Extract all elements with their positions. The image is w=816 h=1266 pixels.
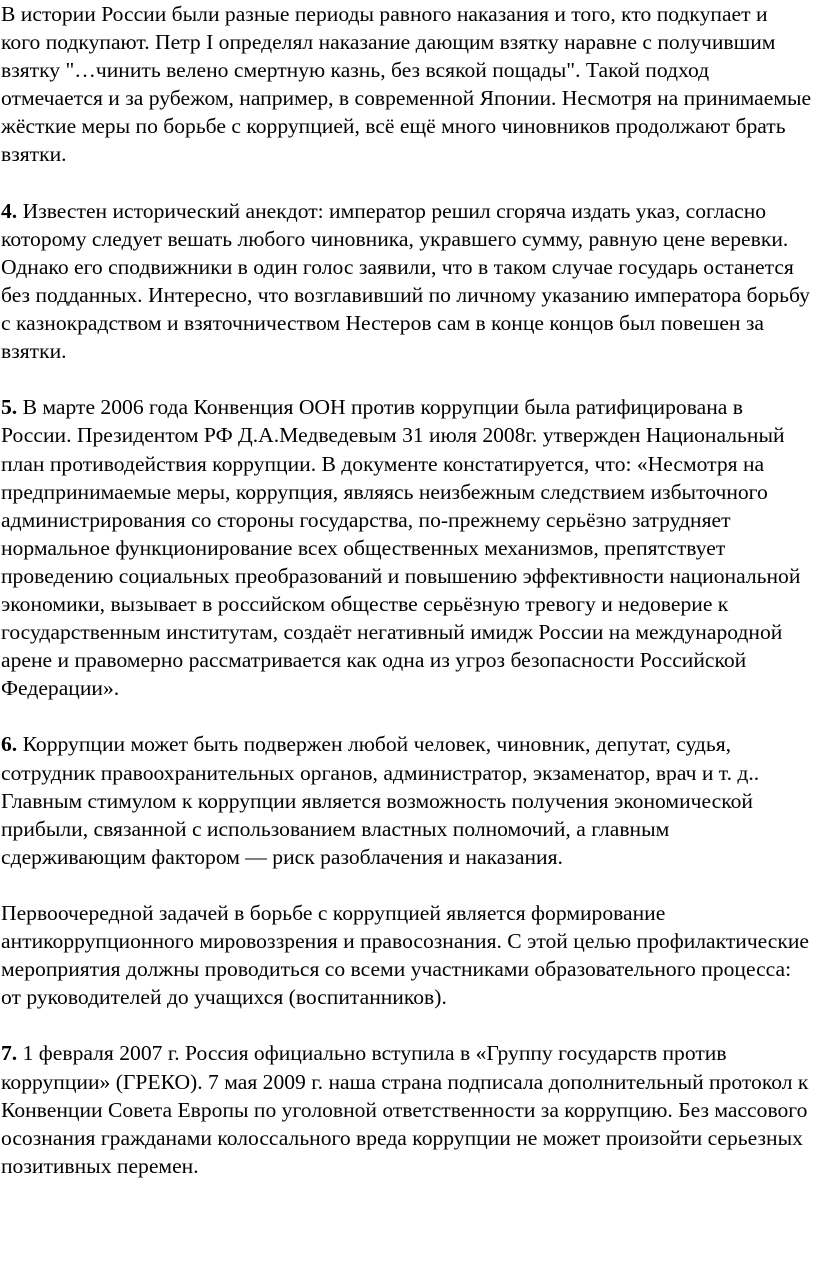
paragraph-number: 5. [1, 395, 18, 420]
paragraph-7 [1, 1039, 812, 1179]
paragraph-text: Первоочередной задачей в борьбе с коррупцией является формирование антикоррупционного мировоззрения и правосознания. С этой целью профилактические мероприятия должны проводиться со всеми участниками образовательного процесса: от руководителей до учащихся (воспитанников). [1, 901, 810, 1010]
paragraph-number: 6. [1, 732, 18, 757]
paragraph-number: 7. [1, 1041, 18, 1066]
paragraph-text: 1 февраля 2007 г. Россия официально вступила в «Группу государств против коррупции» (ГРЕКО). 7 мая 2009 г. наша страна подписала дополнительный протокол к Конвенции Совета Европы по уголовной ответственности за коррупцию. Без массового осознания гражданами колоссального вреда коррупции не может произойти серьезных позитивных перемен. [1, 1041, 809, 1178]
paragraph-text: В истории России были разные периоды равного наказания и того, кто подкупает и кого подкупают. Петр I определял наказание дающим взятку наравне с получившим взятку "…чинить велено смертную казнь, без всякой пощады". Такой подход отмечается и за рубежом, например, в современной Японии. Несмотря на принимаемые жёсткие меры по борьбе с коррупцией, всё ещё много чиновников продолжают брать взятки. [1, 2, 812, 167]
paragraph-priority [1, 899, 812, 1011]
paragraph-number: 4. [1, 198, 18, 223]
paragraph-text: Коррупции может быть подвержен любой человек, чиновник, депутат, судья, сотрудник правоохранительных органов, администратор, экзаменатор, врач и т. д.. Главным стимулом к коррупции является возможность получения экономической прибыли, связанной с использованием властных полномочий, а главным сдерживающим фактором — риск разоблачения и наказания. [1, 732, 760, 869]
paragraph-6 [1, 730, 812, 870]
paragraph-intro [1, 0, 812, 169]
paragraph-5 [1, 393, 812, 702]
paragraph-text: Известен исторический анекдот: император решил сгоряча издать указ, согласно которому следует вешать любого чиновника, укравшего сумму, равную цене веревки. Однако его сподвижники в один голос заявили, что в таком случае государь останется без подданных. Интересно, что возглавивший по личному указанию императора борьбу с казнокрадством и взяточничеством Нестеров сам в конце концов был повешен за взятки. [1, 198, 810, 364]
paragraph-text: В марте 2006 года Конвенция ООН против коррупции была ратифицирована в России. Президентом РФ Д.А.Медведевым 31 июля 2008г. утвержден Национальный план противодействия коррупции. В документе констатируется, что: «Несмотря на предпринимаемые меры, коррупция, являясь неизбежным следствием избыточного администрирования со стороны государства, по-прежнему серьёзно затрудняет нормальное функционирование всех общественных механизмов, препятствует проведению социальных преобразований и повышению эффективности национальной экономики, вызывает в российском обществе серьёзную тревогу и недоверие к государственным институтам, создаёт негативный имидж России на международной арене и правомерно рассматривается как одна из угроз безопасности Российской Федерации». [1, 395, 801, 701]
paragraph-4 [1, 197, 812, 366]
